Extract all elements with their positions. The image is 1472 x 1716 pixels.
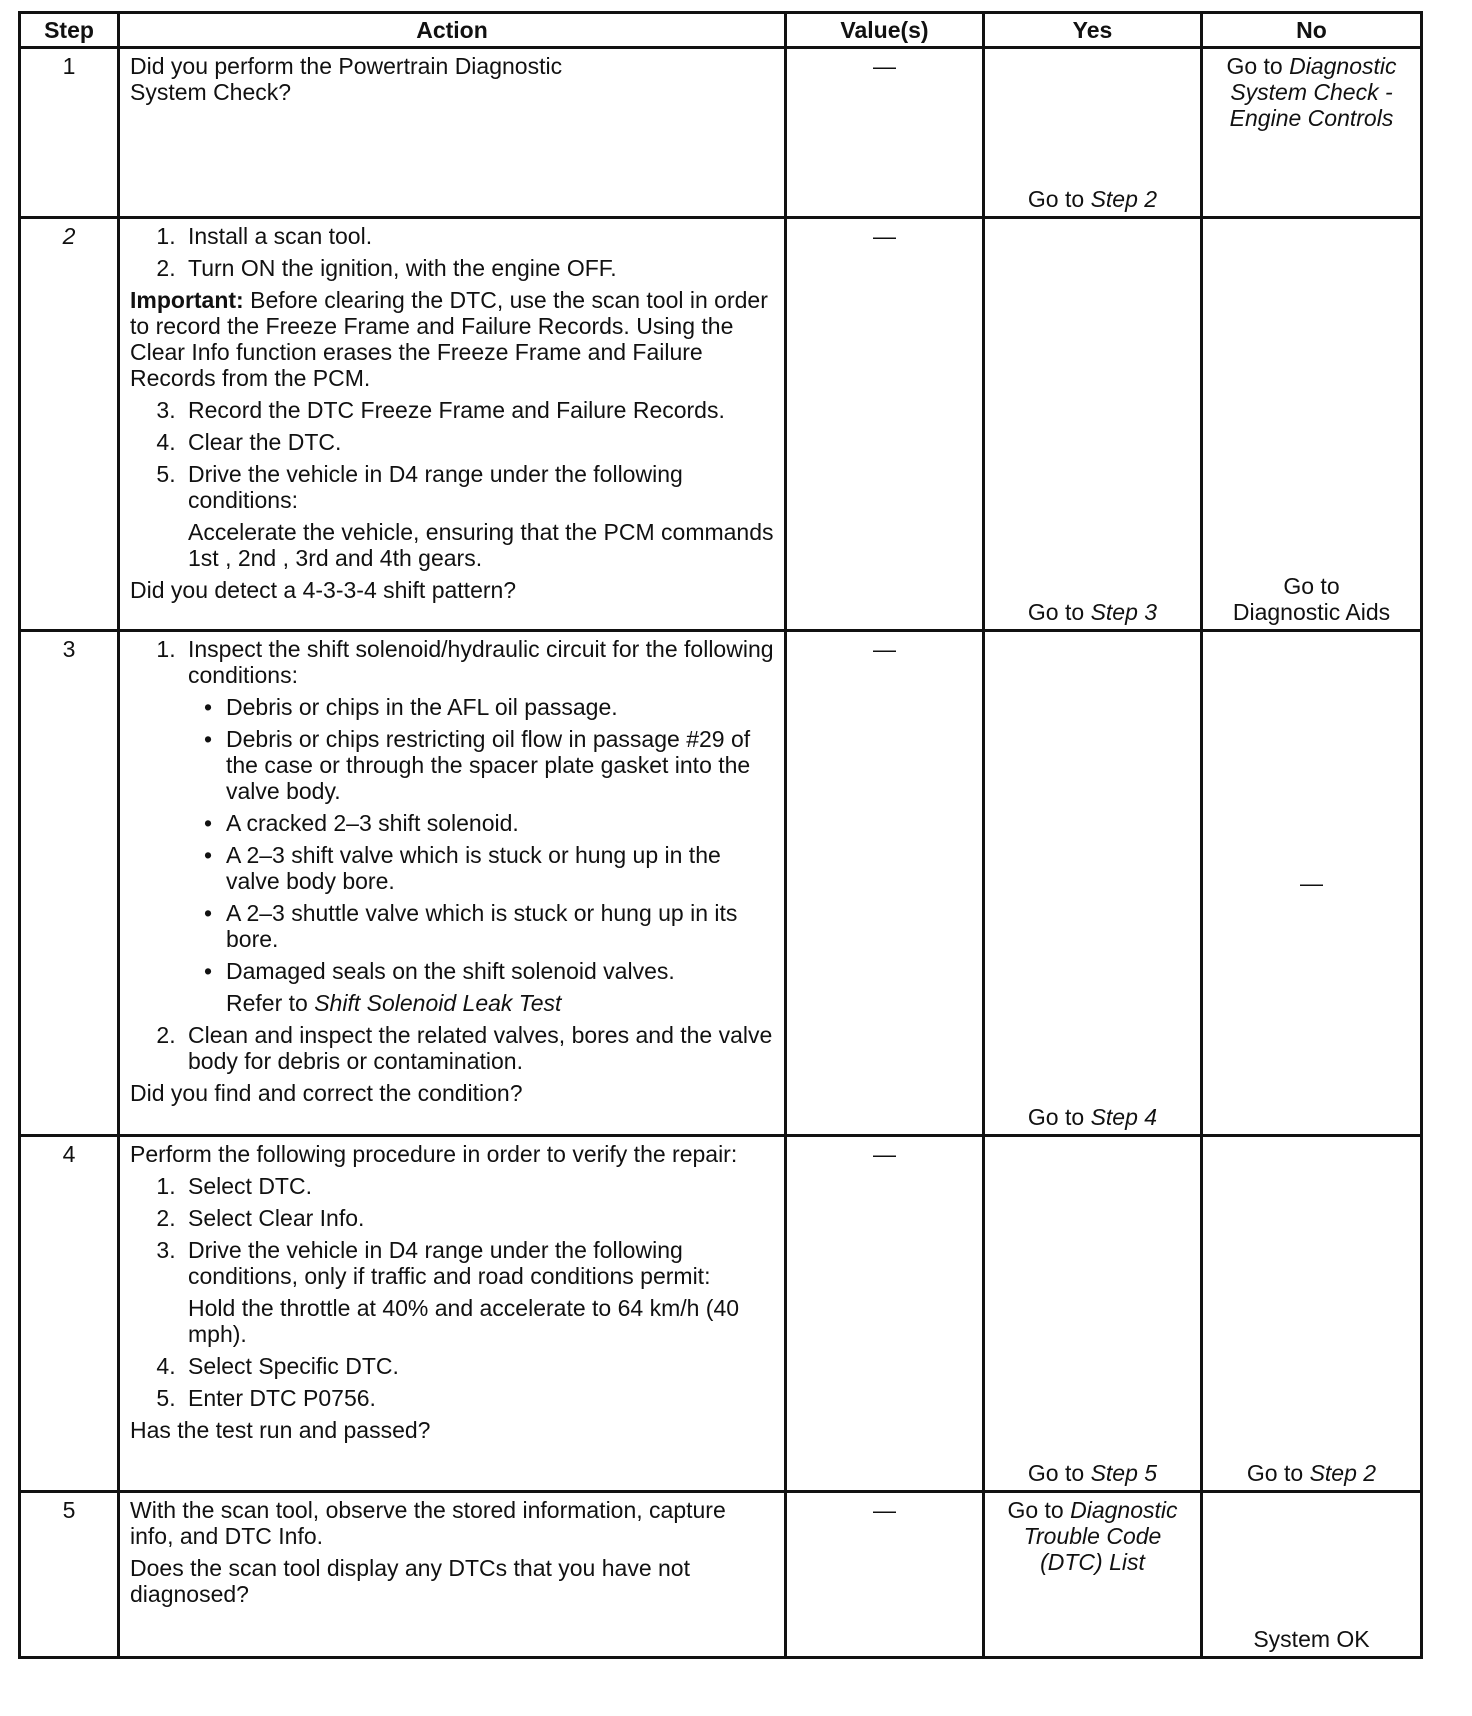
header-no: No (1202, 13, 1422, 48)
bullet-list (188, 694, 774, 1016)
no-link[interactable]: Step 2 (1309, 1460, 1377, 1486)
step-number: 2 (20, 218, 119, 631)
no-cell (1202, 631, 1422, 1136)
list-item-text: Drive the vehicle in D4 range under the following conditions: (188, 461, 683, 513)
header-values: Value(s) (786, 13, 984, 48)
bullet-item: • A cracked 2–3 shift solenoid. (218, 810, 774, 836)
list-item (182, 636, 774, 1016)
yes-cell (984, 631, 1202, 1136)
no-result: System OK (1253, 1626, 1370, 1652)
yes-cell (984, 48, 1202, 218)
question-text: Does the scan tool display any DTCs that you have not diagnosed? (130, 1555, 690, 1607)
refer-note (226, 990, 774, 1016)
refer-link[interactable]: Shift Solenoid Leak Test (314, 990, 562, 1016)
yes-goto: Go to (1007, 1497, 1064, 1523)
header-action: Action (119, 13, 786, 48)
table-row-step-5 (20, 1492, 1422, 1658)
list-item: 4. Select Specific DTC. (182, 1353, 774, 1379)
header-row (20, 13, 1422, 48)
action-list (130, 1173, 774, 1411)
yes-goto: Go to (1027, 186, 1085, 212)
action-list (130, 223, 774, 281)
step-number: 3 (20, 631, 119, 1136)
no-dash: — (1300, 870, 1323, 896)
question-text: Has the test run and passed? (130, 1417, 431, 1443)
list-item-text: Inspect the shift solenoid/hydraulic circuit for the following conditions: (188, 636, 774, 688)
no-link[interactable]: Diagnostic Aids (1232, 599, 1391, 625)
bullet-item: • A 2–3 shift valve which is stuck or hung up in the valve body bore. (218, 842, 774, 894)
list-item: 3. Record the DTC Freeze Frame and Failure Records. (182, 397, 774, 423)
action-cell (119, 1492, 786, 1658)
bullet-text: Damaged seals on the shift solenoid valves. (226, 958, 675, 984)
yes-link[interactable]: Step 3 (1090, 599, 1158, 625)
yes-cell (984, 1136, 1202, 1492)
list-item: 2. Select Clear Info. (182, 1205, 774, 1231)
question-text: Did you find and correct the condition? (130, 1080, 523, 1106)
no-cell (1202, 48, 1422, 218)
action-cell (119, 1136, 786, 1492)
sub-text: Accelerate the vehicle, ensuring that the PCM commands 1st , 2nd , 3rd and 4th gears. (188, 519, 774, 571)
no-cell (1202, 1492, 1422, 1658)
yes-link[interactable]: Step 2 (1090, 186, 1158, 212)
bullet-item: • Debris or chips restricting oil flow in passage #29 of the case or through the spacer plate gasket into the valve body. (218, 726, 774, 804)
value-cell (786, 631, 984, 1136)
yes-cell (984, 1492, 1202, 1658)
no-cell (1202, 218, 1422, 631)
no-goto: Go to (1246, 1460, 1304, 1486)
header-yes: Yes (984, 13, 1202, 48)
diagnostic-table (18, 11, 1423, 1659)
yes-goto: Go to (1027, 599, 1085, 625)
sub-text: Hold the throttle at 40% and accelerate to 64 km/h (40 mph). (188, 1295, 740, 1347)
refer-prefix: Refer to (226, 990, 315, 1016)
no-cell (1202, 1136, 1422, 1492)
yes-goto: Go to (1027, 1460, 1085, 1486)
list-item (182, 461, 774, 571)
important-note (130, 287, 774, 391)
important-text: Before clearing the DTC, use the scan tool in order to record the Freeze Frame and Failure Records. Using the Clear Info function erases the Freeze Frame and Failure Records from the PCM. (130, 287, 768, 391)
list-item: 4. Clear the DTC. (182, 429, 774, 455)
table-row-step-4 (20, 1136, 1422, 1492)
intro-text: Perform the following procedure in order to verify the repair: (130, 1141, 738, 1167)
list-item: 1. Install a scan tool. (182, 223, 774, 249)
table-row-step-3 (20, 631, 1422, 1136)
value-cell (786, 1492, 984, 1658)
action-list (130, 636, 774, 1074)
bullet-item: • Debris or chips in the AFL oil passage. (218, 694, 774, 720)
action-cell (119, 631, 786, 1136)
list-item-text: Drive the vehicle in D4 range under the following conditions, only if traffic and road conditions permit: (188, 1237, 711, 1289)
important-label: Important: (130, 287, 244, 313)
bullet-item: • A 2–3 shuttle valve which is stuck or hung up in its bore. (218, 900, 774, 952)
value-dash: — (873, 1141, 896, 1167)
step-number: 5 (20, 1492, 119, 1658)
list-item: 2. Clean and inspect the related valves, bores and the valve body for debris or contamination. (182, 1022, 774, 1074)
step-number: 1 (20, 48, 119, 218)
value-cell (786, 218, 984, 631)
action-text: Did you perform the Powertrain Diagnostic System Check? (130, 53, 563, 105)
list-item: 5. Enter DTC P0756. (182, 1385, 774, 1411)
action-list (130, 397, 774, 571)
no-goto: Go to (1283, 573, 1340, 599)
action-cell (119, 218, 786, 631)
value-cell (786, 48, 984, 218)
yes-link[interactable]: Step 4 (1090, 1104, 1158, 1130)
yes-cell (984, 218, 1202, 631)
table-row-step-2 (20, 218, 1422, 631)
no-goto: Go to (1226, 53, 1283, 79)
no-link[interactable]: Diagnostic System Check - Engine Controls (1229, 53, 1397, 131)
value-dash: — (873, 1497, 896, 1523)
question-text: Did you detect a 4-3-3-4 shift pattern? (130, 577, 517, 603)
yes-link[interactable]: Step 5 (1090, 1460, 1158, 1486)
step-number: 4 (20, 1136, 119, 1492)
value-dash: — (873, 636, 896, 662)
value-cell (786, 1136, 984, 1492)
value-dash: — (873, 53, 896, 79)
list-item: 1. Select DTC. (182, 1173, 774, 1199)
yes-link[interactable]: Diagnostic Trouble Code (DTC) List (1023, 1497, 1178, 1575)
header-step: Step (20, 13, 119, 48)
bullet-item (218, 958, 774, 1016)
yes-goto: Go to (1027, 1104, 1085, 1130)
value-dash: — (873, 223, 896, 249)
action-cell (119, 48, 786, 218)
list-item: 2. Turn ON the ignition, with the engine OFF. (182, 255, 774, 281)
table-row-step-1 (20, 48, 1422, 218)
action-text: With the scan tool, observe the stored information, capture info, and DTC Info. (130, 1497, 726, 1549)
list-item (182, 1237, 774, 1347)
